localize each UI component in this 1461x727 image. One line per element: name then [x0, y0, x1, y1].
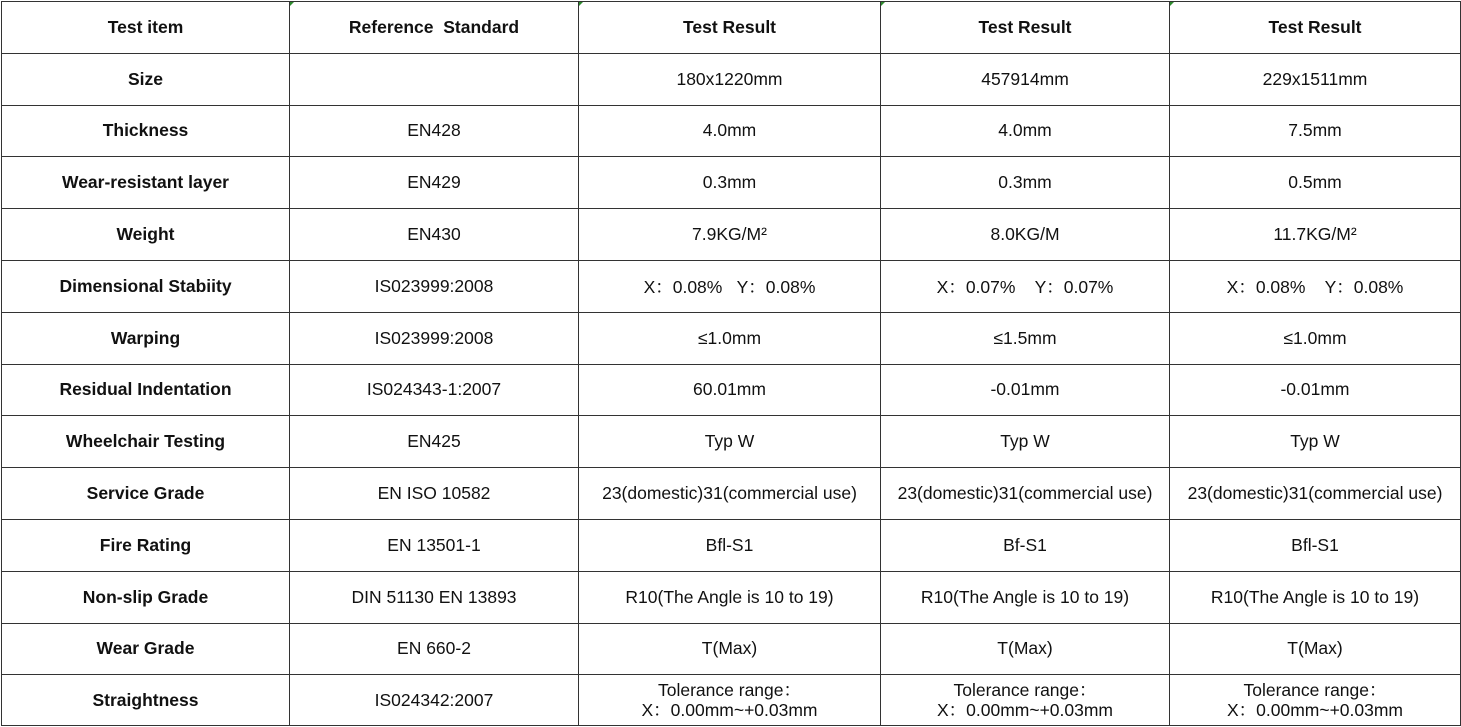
header-reference-standard [290, 2, 579, 54]
row-result-1: T(Max) [579, 623, 881, 675]
row-result-1: 180x1220mm [579, 53, 881, 105]
row-result-3: ≤1.0mm [1170, 312, 1461, 364]
row-result-2: X：0.07% Y：0.07% [881, 260, 1170, 312]
row-item: Fire Rating [2, 519, 290, 571]
row-result-3: Typ W [1170, 416, 1461, 468]
row-result-1: Typ W [579, 416, 881, 468]
row-result-2: T(Max) [881, 623, 1170, 675]
row-result-2: ≤1.5mm [881, 312, 1170, 364]
row-result-2: 23(domestic)31(commercial use) [881, 468, 1170, 520]
table-row [2, 260, 1461, 312]
row-standard: EN425 [290, 416, 579, 468]
row-standard: EN428 [290, 105, 579, 157]
corner-mark-icon [579, 2, 583, 6]
row-item: Thickness [2, 105, 290, 157]
row-standard: IS024342:2007 [290, 675, 579, 726]
row-standard [290, 53, 579, 105]
header-test-result-1 [579, 2, 881, 54]
row-item: Wear-resistant layer [2, 157, 290, 209]
table-row [2, 416, 1461, 468]
row-item: Service Grade [2, 468, 290, 520]
row-result-2 [881, 675, 1170, 726]
header-test-result-1-label: Test Result [682, 16, 777, 37]
row-standard: DIN 51130 EN 13893 [290, 571, 579, 623]
tolerance-value: X：0.00mm~+0.03mm [936, 700, 1114, 721]
tolerance-label: Tolerance range： [658, 680, 801, 701]
corner-mark-icon [290, 2, 294, 6]
row-result-1: ≤1.0mm [579, 312, 881, 364]
header-test-result-2 [881, 2, 1170, 54]
row-result-3: R10(The Angle is 10 to 19) [1170, 571, 1461, 623]
row-item: Straightness [2, 675, 290, 726]
row-result-1: 23(domestic)31(commercial use) [579, 468, 881, 520]
table-row [2, 105, 1461, 157]
row-result-3: 0.5mm [1170, 157, 1461, 209]
test-results-table [1, 1, 1461, 726]
table-row [2, 312, 1461, 364]
row-result-3: X：0.08% Y：0.08% [1170, 260, 1461, 312]
row-result-3: 11.7KG/M² [1170, 209, 1461, 261]
table-row [2, 571, 1461, 623]
table-row [2, 519, 1461, 571]
row-standard: EN ISO 10582 [290, 468, 579, 520]
row-result-1: 0.3mm [579, 157, 881, 209]
row-result-3: -0.01mm [1170, 364, 1461, 416]
row-standard: IS023999:2008 [290, 312, 579, 364]
row-result-1: 60.01mm [579, 364, 881, 416]
row-standard: IS024343-1:2007 [290, 364, 579, 416]
row-result-1: 4.0mm [579, 105, 881, 157]
header-test-item: Test item [2, 2, 290, 54]
row-result-3: Bfl-S1 [1170, 519, 1461, 571]
row-item: Warping [2, 312, 290, 364]
row-result-2: Bf-S1 [881, 519, 1170, 571]
tolerance-label: Tolerance range： [1243, 680, 1387, 701]
table-row [2, 364, 1461, 416]
row-standard: EN 660-2 [290, 623, 579, 675]
row-result-3: 229x1511mm [1170, 53, 1461, 105]
row-item: Wheelchair Testing [2, 416, 290, 468]
table-row [2, 623, 1461, 675]
row-standard: IS023999:2008 [290, 260, 579, 312]
row-result-1: 7.9KG/M² [579, 209, 881, 261]
row-item: Size [2, 53, 290, 105]
row-item: Residual Indentation [2, 364, 290, 416]
row-result-2: 0.3mm [881, 157, 1170, 209]
table-row [2, 468, 1461, 520]
row-item: Dimensional Stabiity [2, 260, 290, 312]
row-item: Non-slip Grade [2, 571, 290, 623]
tolerance-value: X：0.00mm~+0.03mm [1226, 700, 1404, 721]
header-row [2, 2, 1461, 54]
row-result-2: 4.0mm [881, 105, 1170, 157]
header-reference-standard-label: Reference Standard [348, 16, 520, 37]
row-result-3: 7.5mm [1170, 105, 1461, 157]
row-result-2: 8.0KG/M [881, 209, 1170, 261]
corner-mark-icon [1170, 2, 1174, 6]
row-item: Weight [2, 209, 290, 261]
row-result-2: 457914mm [881, 53, 1170, 105]
row-result-1: Bfl-S1 [579, 519, 881, 571]
tolerance-label: Tolerance range： [953, 680, 1097, 701]
row-standard: EN429 [290, 157, 579, 209]
tolerance-value: X：0.00mm~+0.03mm [641, 700, 818, 721]
row-standard: EN430 [290, 209, 579, 261]
row-result-2: -0.01mm [881, 364, 1170, 416]
row-item: Wear Grade [2, 623, 290, 675]
header-test-result-2-label: Test Result [978, 16, 1072, 37]
row-result-3: 23(domestic)31(commercial use) [1170, 468, 1461, 520]
header-test-result-3 [1170, 2, 1461, 54]
corner-mark-icon [881, 2, 885, 6]
row-result-1 [579, 675, 881, 726]
row-result-1: X：0.08% Y：0.08% [579, 260, 881, 312]
table-row [2, 53, 1461, 105]
table-row [2, 157, 1461, 209]
row-result-2: R10(The Angle is 10 to 19) [881, 571, 1170, 623]
header-test-result-3-label: Test Result [1268, 16, 1362, 37]
row-result-2: Typ W [881, 416, 1170, 468]
row-result-3: T(Max) [1170, 623, 1461, 675]
row-result-1: R10(The Angle is 10 to 19) [579, 571, 881, 623]
row-standard: EN 13501-1 [290, 519, 579, 571]
row-result-3 [1170, 675, 1461, 726]
table-row [2, 209, 1461, 261]
table-row-straightness [2, 675, 1461, 726]
